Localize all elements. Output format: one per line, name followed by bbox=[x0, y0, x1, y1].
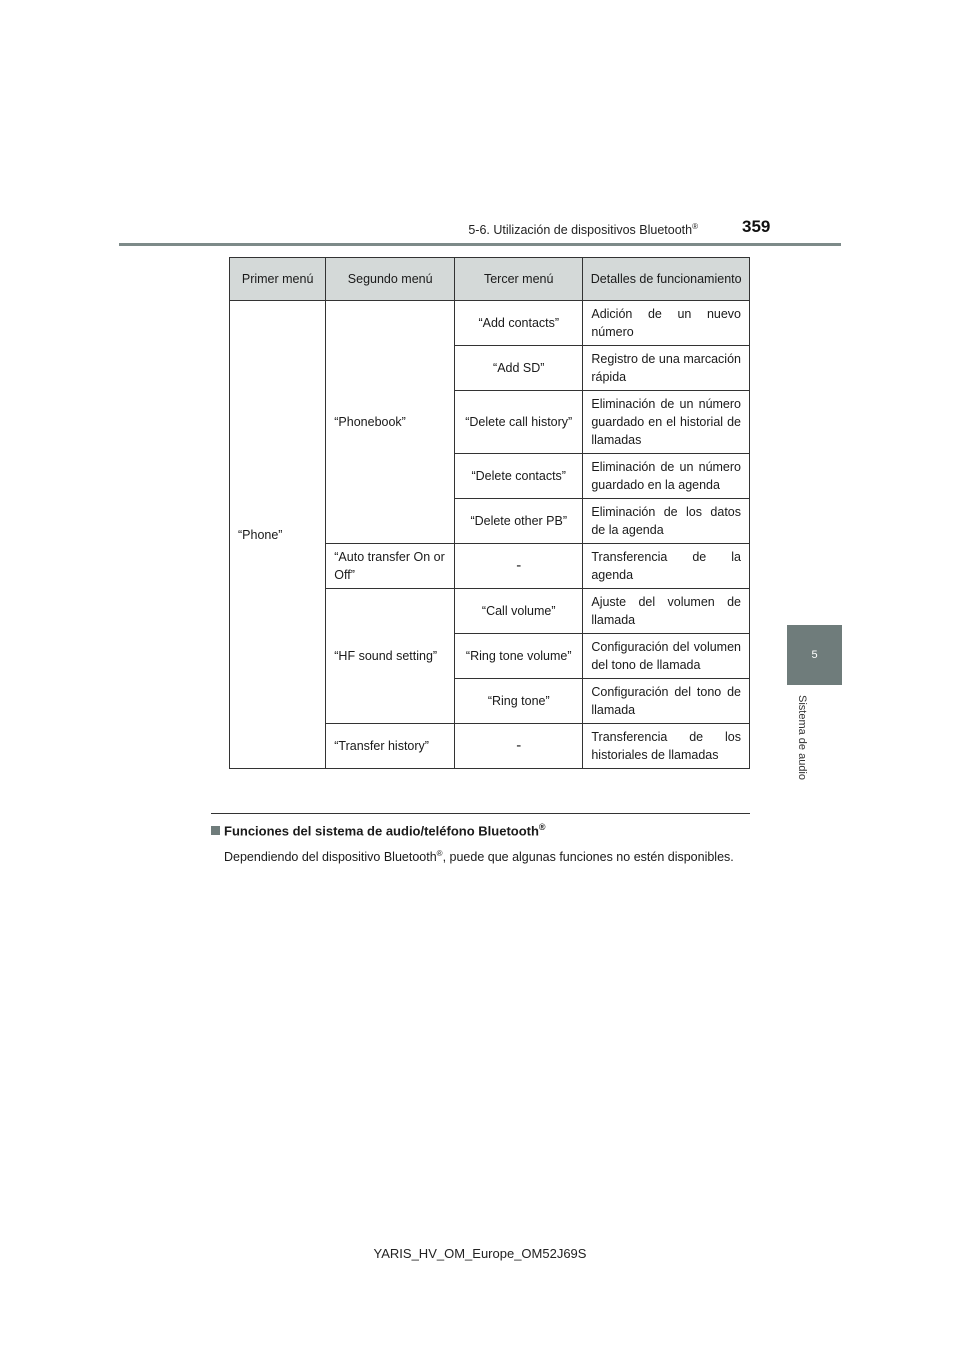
chapter-tab bbox=[787, 625, 842, 685]
footer-code: YARIS_HV_OM_Europe_OM52J69S bbox=[373, 1246, 587, 1261]
body-text-part1: Dependiendo del dispositivo Bluetooth bbox=[224, 850, 437, 865]
col-header-detail: Detalles de funcionamiento bbox=[583, 258, 750, 301]
chapter-label: Sistema de audio bbox=[796, 695, 808, 780]
second-menu-cell: “Phonebook” bbox=[326, 301, 455, 544]
menu-table bbox=[229, 257, 750, 769]
detail-cell: Transferencia de la agenda bbox=[583, 544, 750, 589]
detail-cell: Eliminación de un número guardado en la agenda bbox=[583, 454, 750, 499]
header-section-title: 5-6. Utilización de dispositivos Bluetooth bbox=[468, 223, 693, 238]
third-menu-cell: “Delete call history” bbox=[455, 391, 583, 454]
header-rule bbox=[119, 243, 841, 246]
registered-mark: ® bbox=[538, 822, 546, 832]
second-menu-cell: “HF sound setting” bbox=[326, 589, 455, 724]
body-text-part2: , puede que algunas funciones no estén disponibles. bbox=[442, 850, 734, 865]
chapter-number: 5 bbox=[811, 649, 818, 661]
third-menu-cell: “Ring tone volume” bbox=[455, 634, 583, 679]
section-title bbox=[211, 822, 546, 838]
detail-cell: Registro de una marcación rápida bbox=[583, 346, 750, 391]
detail-cell: Eliminación de un número guardado en el historial de llamadas bbox=[583, 391, 750, 454]
detail-cell: Ajuste del volumen de llamada bbox=[583, 589, 750, 634]
third-menu-cell: - bbox=[455, 544, 583, 589]
third-menu-cell: “Call volume” bbox=[455, 589, 583, 634]
square-bullet-icon bbox=[211, 826, 220, 835]
second-menu-cell: “Transfer history” bbox=[326, 724, 455, 769]
registered-mark: ® bbox=[692, 222, 698, 231]
section-body bbox=[224, 845, 745, 866]
third-menu-cell: “Add SD” bbox=[455, 346, 583, 391]
second-menu-cell: “Auto transfer On or Off” bbox=[326, 544, 455, 589]
page-number: 359 bbox=[742, 217, 771, 236]
third-menu-cell: “Delete other PB” bbox=[455, 499, 583, 544]
third-menu-cell: “Ring tone” bbox=[455, 679, 583, 724]
running-header bbox=[468, 222, 698, 237]
detail-cell: Configuración del volumen del tono de llamada bbox=[583, 634, 750, 679]
table-header-row bbox=[230, 258, 750, 301]
first-menu-cell: “Phone” bbox=[230, 301, 326, 769]
third-menu-cell: - bbox=[455, 724, 583, 769]
detail-cell: Configuración del tono de llamada bbox=[583, 679, 750, 724]
third-menu-cell: “Add contacts” bbox=[455, 301, 583, 346]
col-header-second: Segundo menú bbox=[326, 258, 455, 301]
third-menu-cell: “Delete contacts” bbox=[455, 454, 583, 499]
table-row bbox=[230, 301, 750, 346]
detail-cell: Eliminación de los datos de la agenda bbox=[583, 499, 750, 544]
detail-cell: Transferencia de los historiales de llamadas bbox=[583, 724, 750, 769]
detail-cell: Adición de un nuevo número bbox=[583, 301, 750, 346]
col-header-third: Tercer menú bbox=[455, 258, 583, 301]
section-rule bbox=[211, 813, 750, 814]
section-title-text: Funciones del sistema de audio/teléfono Bluetooth bbox=[224, 823, 539, 839]
col-header-first: Primer menú bbox=[230, 258, 326, 301]
registered-mark: ® bbox=[436, 849, 443, 858]
